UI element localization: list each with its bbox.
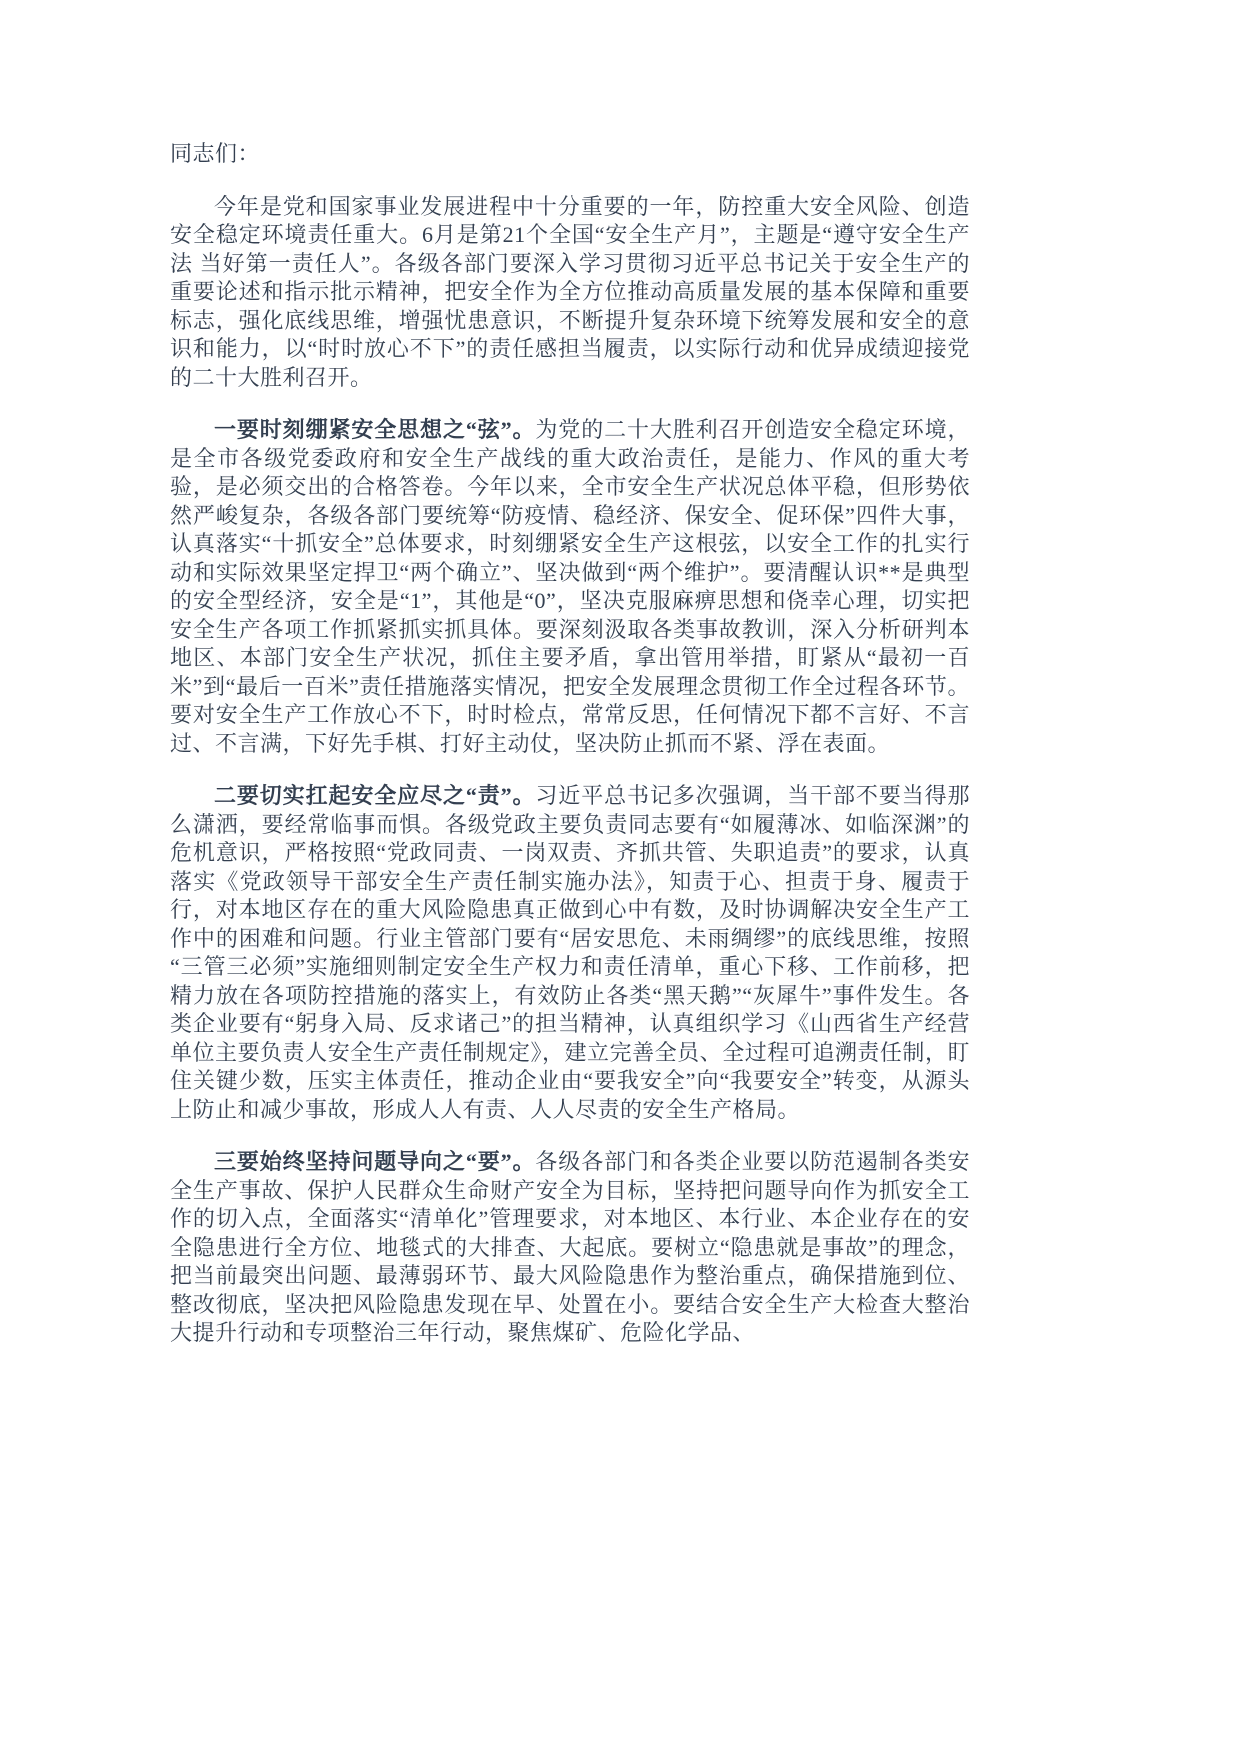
paragraph-point-2-body: 习近平总书记多次强调，当干部不要当得那么潇洒，要经常临事而惧。各级党政主要负责同志要有“如履薄冰、如临深渊”的危机意识，严格按照“党政同责、一岗双责、齐抓共管、失职追责”的要求，认真落实《党政领导干部安全生产责任制实施办法》，知责于心、担责于身、履责于行，对本地区存在的重大风险隐患真正做到心中有数，及时协调解决安全生产工作中的困难和问题。行业主管部门要有“居安思危、未雨绸缪”的底线思维，按照“三管三必须”实施细则制定安全生产权力和责任清单，重心下移、工作前移，把精力放在各项防控措施的落实上，有效防止各类“黑天鹅”“灰犀牛”事件发生。各类企业要有“躬身入局、反求诸己”的担当精神，认真组织学习《山西省生产经营单位主要负责人安全生产责任制规定》，建立完善全员、全过程可追溯责任制，盯住关键少数，压实主体责任，推动企业由“要我安全”向“我要安全”转变，从源头上防止和减少事故，形成人人有责、人人尽责的安全生产格局。: [170, 783, 970, 1122]
paragraph-point-3-body: 各级各部门和各类企业要以防范遏制各类安全生产事故、保护人民群众生命财产安全为目标，坚持把问题导向作为抓安全工作的切入点，全面落实“清单化”管理要求，对本地区、本行业、本企业存在的安全隐患进行全方位、地毯式的大排查、大起底。要树立“隐患就是事故”的理念，把当前最突出问题、最薄弱环节、最大风险隐患作为整治重点，确保措施到位、整改彻底，坚决把风险隐患发现在早、处置在小。要结合安全生产大检查大整治大提升行动和专项整治三年行动，聚焦煤矿、危险化学品、: [170, 1149, 970, 1345]
paragraph-point-2: [170, 782, 970, 1124]
paragraph-point-3: [170, 1148, 970, 1348]
paragraph-intro-body: 今年是党和国家事业发展进程中十分重要的一年，防控重大安全风险、创造安全稳定环境责任重大。6月是第21个全国“安全生产月”，主题是“遵守安全生产法 当好第一责任人”。各级各部门要深入学习贯彻习近平总书记关于安全生产的重要论述和指示批示精神，把安全作为全方位推动高质量发展的基本保障和重要标志，强化底线思维，增强忧患意识，不断提升复杂环境下统筹发展和安全的意识和能力，以“时时放心不下”的责任感担当履责，以实际行动和优异成绩迎接党的二十大胜利召开。: [170, 193, 970, 390]
paragraph-point-1-lead: 一要时刻绷紧安全思想之“弦”。: [214, 417, 536, 442]
paragraph-point-2-lead: 二要切实扛起安全应尽之“责”。: [214, 783, 536, 808]
paragraph-point-3-lead: 三要始终坚持问题导向之“要”。: [214, 1149, 536, 1174]
paragraph-intro: [170, 193, 970, 393]
paragraph-point-1: [170, 416, 970, 758]
salutation: 同志们：: [170, 141, 261, 166]
document-page: [170, 140, 970, 1348]
paragraph-point-1-body: 为党的二十大胜利召开创造安全稳定环境，是全市各级党委政府和安全生产战线的重大政治责任，是能力、作风的重大考验，是必须交出的合格答卷。今年以来，全市安全生产状况总体平稳，但形势依然严峻复杂，各级各部门要统筹“防疫情、稳经济、保安全、促环保”四件大事，认真落实“十抓安全”总体要求，时刻绷紧安全生产这根弦，以安全工作的扎实行动和实际效果坚定捍卫“两个确立”、坚决做到“两个维护”。要清醒认识**是典型的安全型经济，安全是“1”，其他是“0”，坚决克服麻痹思想和侥幸心理，切实把安全生产各项工作抓紧抓实抓具体。要深刻汲取各类事故教训，深入分析研判本地区、本部门安全生产状况，抓住主要矛盾，拿出管用举措，盯紧从“最初一百米”到“最后一百米”责任措施落实情况，把安全发展理念贯彻工作全过程各环节。要对安全生产工作放心不下，时时检点，常常反思，任何情况下都不言好、不言过、不言满，下好先手棋、打好主动仗，坚决防止抓而不紧、浮在表面。: [170, 417, 970, 756]
